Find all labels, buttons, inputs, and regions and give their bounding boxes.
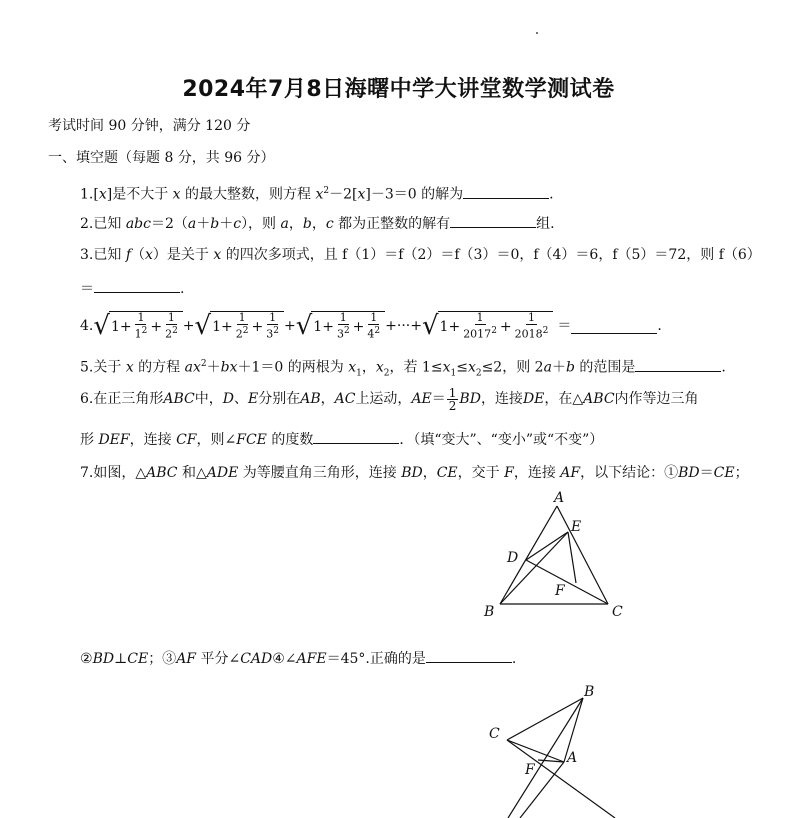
question-3: 3.已知 f（x）是关于 x 的四次多项式，且 f（1）＝f（2）＝f（3）＝0，f（4）＝6，f（5）＝72，则 f（6）	[80, 247, 761, 263]
answer-blank	[94, 278, 180, 293]
scan-speck	[536, 32, 538, 34]
question-3-cont: ＝ .	[80, 278, 184, 299]
label-e: E	[571, 519, 582, 535]
label-a: A	[554, 490, 565, 506]
question-5: 5.关于 x 的方程 $ax^2+bx+1=0$ 的两根为 $x_1$，$x_2$，若 $1\le x_1\le x_2\le 2$，则 2a＋b 的范围是 .	[80, 354, 726, 383]
label-d: D	[507, 550, 519, 566]
label-f: F	[525, 762, 535, 778]
label-c: C	[489, 726, 500, 742]
answer-blank	[635, 357, 721, 372]
label-f: F	[555, 583, 565, 599]
answer-blank	[426, 648, 512, 663]
label-c: C	[612, 604, 623, 620]
answer-blank	[571, 319, 657, 334]
label-b: B	[584, 684, 595, 700]
question-6-cont: 形 DEF，连接 CF，则∠FCE 的度数 ．（填“变大”、“变小”或“不变”）	[80, 429, 603, 450]
question-7: 7.如图，△ABC 和△ADE 为等腰直角三角形，连接 BD，CE，交于 F，连接 AF，以下结论：①BD＝CE；	[80, 465, 749, 481]
segment-de	[526, 532, 568, 560]
radical-term-3: √ 1 + $\frac{1}{3^2}$ + $\frac{1}{4^2}$	[296, 311, 385, 341]
question-6: 6. 在正三角形 ABC 中， D 、 E 分别在 AB ， AC 上运动， AE ＝ $\frac{1}{2}$ BD ，连接 DE ，在△ ABC 内作等边三角	[80, 385, 699, 413]
section-heading: 一、填空题（每题 8 分，共 96 分）	[48, 150, 275, 166]
label-b: B	[484, 604, 495, 620]
question-2: 2.已知 abc＝2（a＋b＋c），则 a，b，c 都为正整数的解有 组.	[80, 213, 555, 234]
radical-term-last: √ 1 + $\frac{1}{2017^2}$ + $\frac{1}{2018^2}$	[422, 311, 553, 341]
paper-title: 2024年7月8日海曙中学大讲堂数学测试卷	[182, 77, 615, 102]
figure-triangle-abc-ade	[470, 488, 630, 628]
question-1: 1.[x]是不大于 x 的最大整数，则方程 $x^2-2[x]-3=0$ 的解为 .	[80, 181, 554, 205]
answer-blank	[450, 213, 536, 228]
question-7-conclusions: ②BD⊥CE；③AF 平分∠CAD④∠AFE＝45°.正确的是 .	[80, 648, 516, 669]
answer-blank	[463, 184, 549, 199]
segment-ca	[507, 740, 564, 762]
radical-term-2: √ 1 + $\frac{1}{2^2}$ + $\frac{1}{3^2}$	[195, 311, 284, 341]
answer-blank	[313, 429, 399, 444]
segment-c-lower-right	[507, 740, 615, 818]
figure-crossed-triangles	[480, 682, 640, 818]
radical-term-1: √ 1 + $\frac{1}{1^2}$ + $\frac{1}{2^2}$	[93, 311, 182, 341]
segment-bc	[507, 698, 583, 740]
exam-info: 考试时间 90 分钟，满分 120 分	[48, 118, 251, 134]
label-a: A	[567, 750, 578, 766]
segment-dc	[526, 560, 608, 604]
question-4: 4. √ 1 + $\frac{1}{1^2}$ + $\frac{1}{2^2}$ + √ 1 + $\frac{1}{2^2}$ + $\frac{1}{3^2}$ + √ 1 + $\frac{1}{3^2}$ + $\frac{1}{4^2}$ +···+ √ 1 + $\frac{1}{2017^2}$ + $\frac{1}{2018^2}$ ＝ .	[80, 311, 662, 341]
